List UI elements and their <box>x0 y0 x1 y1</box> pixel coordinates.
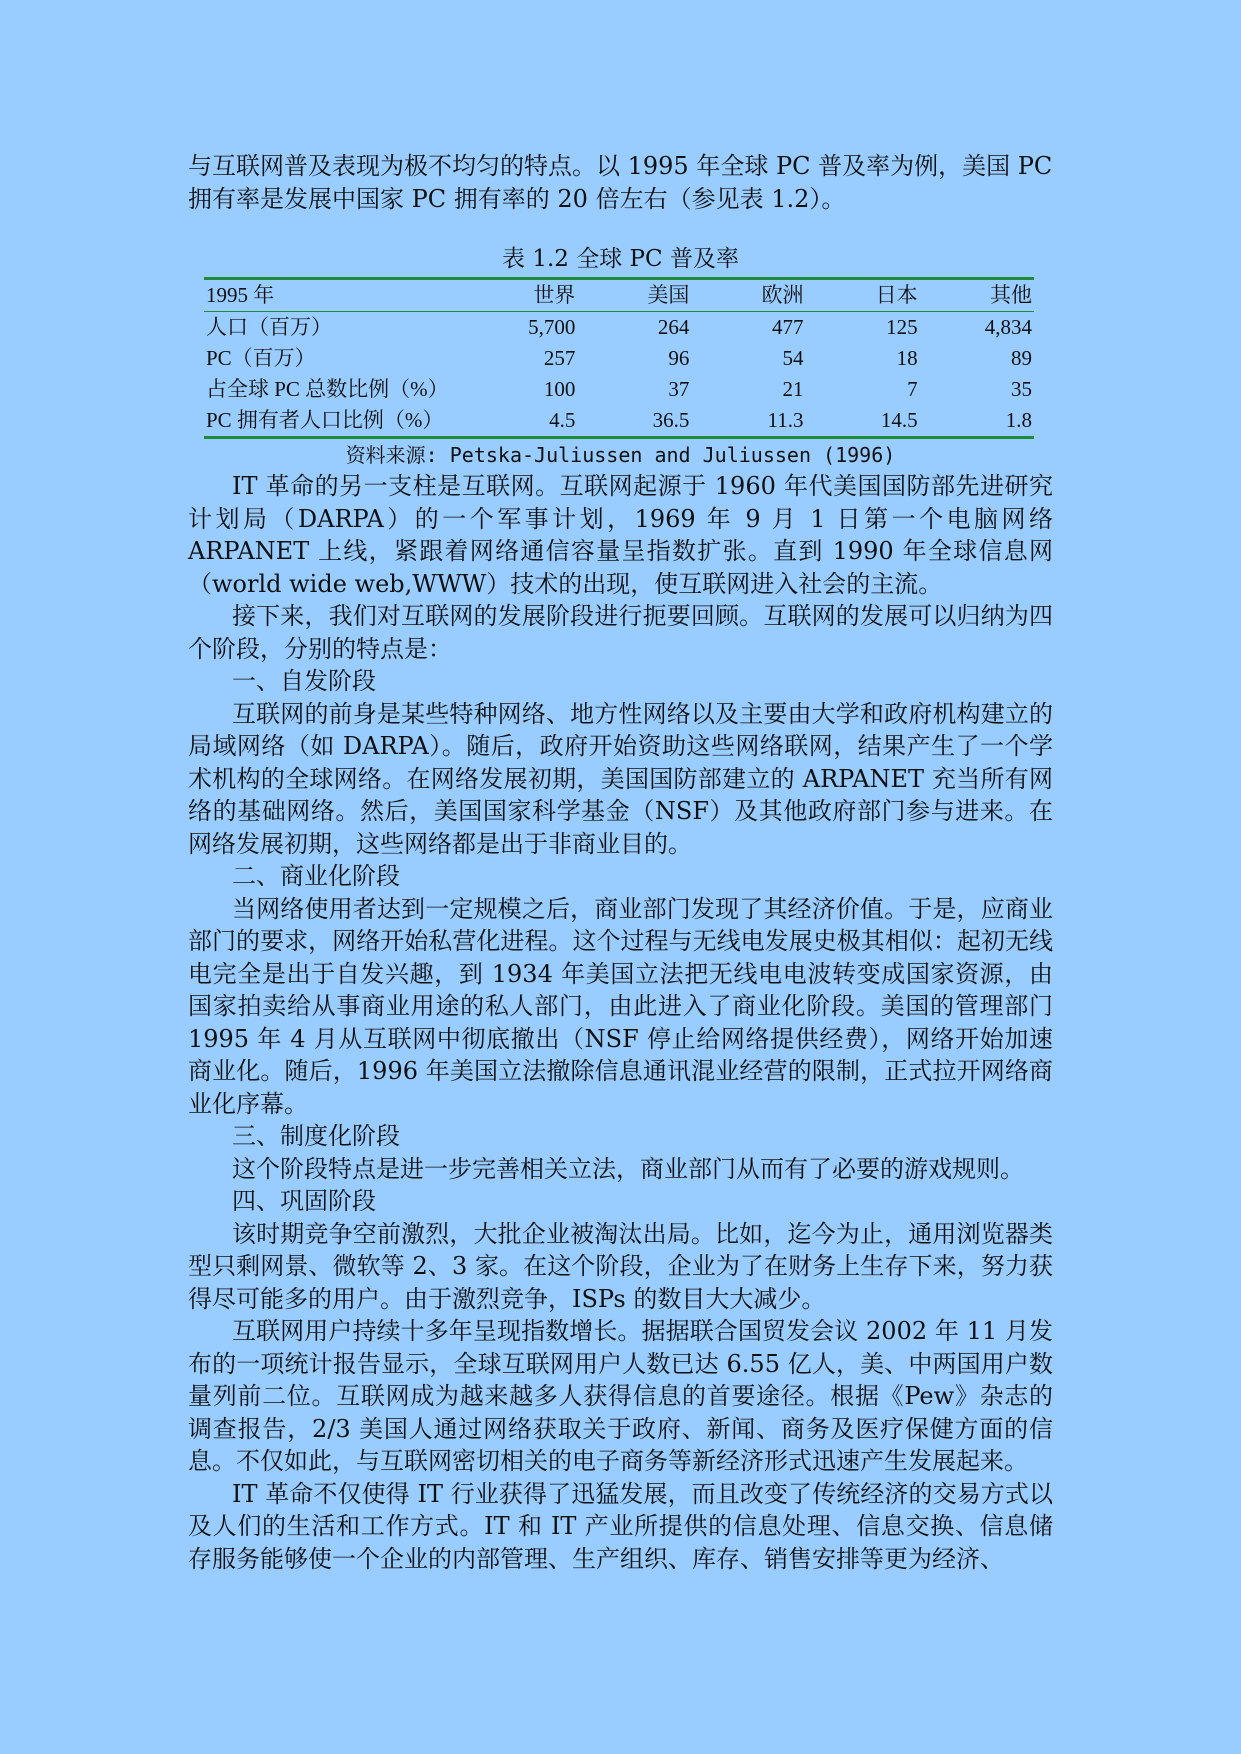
table-cell: 125 <box>886 315 918 339</box>
header-other: 其他 <box>920 279 1034 312</box>
section-heading: 二、商业化阶段 <box>232 862 400 890</box>
table-cell: PC（百万） <box>206 346 316 370</box>
paragraph: 这个阶段特点是进一步完善相关立法，商业部门从而有了必要的游戏规则。 <box>232 1154 1024 1183</box>
table-cell: 477 <box>771 315 804 339</box>
header-year: 1995 年 <box>204 279 463 312</box>
intro-line-1: 与互联网普及表现为极不均匀的特点。以 1995 年全球 PC 普及率为例，美国 PC <box>188 152 1053 180</box>
table-cell: 89 <box>1011 346 1032 370</box>
table-cell: 4,834 <box>984 315 1032 339</box>
table-cell: 11.3 <box>767 408 804 432</box>
table-cell: 35 <box>1011 377 1032 401</box>
table-row <box>204 343 1034 374</box>
paragraph: IT 革命的另一支柱是互联网。互联网起源于 1960 年代美国国防部先进研究计划局（DARPA）的一个军事计划，1969 年 9 月 1 日第一个电脑网络 ARPANET 上线，紧跟着网络通信容量呈指数扩张。直到 1990 年全球信息网（world wide web,WWW）技术的出现，使互联网进入社会的主流。 <box>188 472 1053 598</box>
table-cell: 5,700 <box>528 315 576 339</box>
table-cell: 96 <box>668 346 690 370</box>
paragraph: 互联网的前身是某些特种网络、地方性网络以及主要由大学和政府机构建立的局域网络（如 DARPA）。随后，政府开始资助这些网络联网，结果产生了一个学术机构的全球网络。在网络发展初期，美国国防部建立的 ARPANET 充当所有网络的基础网络。然后，美国国家科学基金（NSF）及其他政府部门参与进来。在网络发展初期，这些网络都是出于非商业目的。 <box>188 699 1053 858</box>
table-cell: 1.8 <box>1005 408 1032 432</box>
header-europe: 欧洲 <box>691 279 805 312</box>
paragraph: 当网络使用者达到一定规模之后，商业部门发现了其经济价值。于是，应商业部门的要求，网络开始私营化进程。这个过程与无线电发展史极其相似：起初无线电完全是出于自发兴趣，到 1934 年美国立法把无线电电波转变成国家资源，由国家拍卖给从事商业用途的私人部门，由此进入了商业化阶段。美国的管理部门 1995 年 4 月从互联网中彻底撤出（NSF 停止给网络提供经费），网络开始加速商业化。随后，1996 年美国立法撤除信息通讯混业经营的限制，正式拉开网络商业化序幕。 <box>188 894 1053 1118</box>
table-cell: 257 <box>543 346 576 370</box>
header-japan: 日本 <box>805 279 919 312</box>
table-cell: 18 <box>896 346 918 370</box>
table-row <box>204 374 1034 405</box>
paragraph: 该时期竞争空前激烈，大批企业被淘汰出局。比如，迄今为止，通用浏览器类型只剩网景、微软等 2、3 家。在这个阶段，企业为了在财务上生存下来，努力获得尽可能多的用户。由于激烈竞争，ISPs 的数目大大减少。 <box>188 1219 1053 1313</box>
table-cell: 264 <box>657 315 690 339</box>
document-page <box>188 150 1053 1575</box>
table-cell: PC 拥有者人口比例（%） <box>206 408 444 432</box>
table-cell: 14.5 <box>880 408 918 432</box>
paragraph: IT 革命不仅使得 IT 行业获得了迅猛发展，而且改变了传统经济的交易方式以及人们的生活和工作方式。IT 和 IT 产业所提供的信息处理、信息交换、信息储存服务能够使一个企业的内部管理、生产组织、库存、销售安排等更为经济、 <box>188 1479 1053 1573</box>
table-cell: 100 <box>543 377 576 401</box>
table-cell: 7 <box>907 377 918 401</box>
table-cell: 4.5 <box>549 408 576 432</box>
table-cell: 21 <box>782 377 804 401</box>
section-heading: 三、制度化阶段 <box>232 1122 400 1150</box>
pc-penetration-table <box>204 277 1034 439</box>
paragraph: 互联网用户持续十多年呈现指数增长。据据联合国贸发会议 2002 年 11 月发布的一项统计报告显示，全球互联网用户人数已达 6.55 亿人，美、中两国用户数量列前二位。互联网成为越来越多人获得信息的首要途径。根据《Pew》杂志的调查报告，2/3 美国人通过网络获取关于政府、新闻、商务及医疗保健方面的信息。不仅如此，与互联网密切相关的电子商务等新经济形式迅速产生发展起来。 <box>188 1317 1053 1475</box>
table-cell: 36.5 <box>652 408 690 432</box>
table-cell: 人口（百万） <box>206 315 332 339</box>
table-cell: 37 <box>668 377 690 401</box>
table-cell: 54 <box>782 346 804 370</box>
paragraph: 接下来，我们对互联网的发展阶段进行扼要回顾。互联网的发展可以归纳为四个阶段，分别的特点是： <box>188 602 1053 663</box>
table-row <box>204 312 1034 344</box>
table-header-row <box>204 279 1034 312</box>
header-world: 世界 <box>463 279 577 312</box>
table-cell: 占全球 PC 总数比例（%） <box>206 377 449 401</box>
table-source: 资料来源: Petska-Juliussen and Juliussen (1996) <box>345 443 896 467</box>
header-usa: 美国 <box>577 279 691 312</box>
intro-line-2: 拥有率是发展中国家 PC 拥有率的 20 倍左右（参见表 1.2）。 <box>188 184 846 213</box>
section-heading: 四、巩固阶段 <box>232 1187 376 1215</box>
table-row <box>204 405 1034 438</box>
table-caption: 表 1.2 全球 PC 普及率 <box>502 246 739 272</box>
section-heading: 一、自发阶段 <box>232 667 376 695</box>
